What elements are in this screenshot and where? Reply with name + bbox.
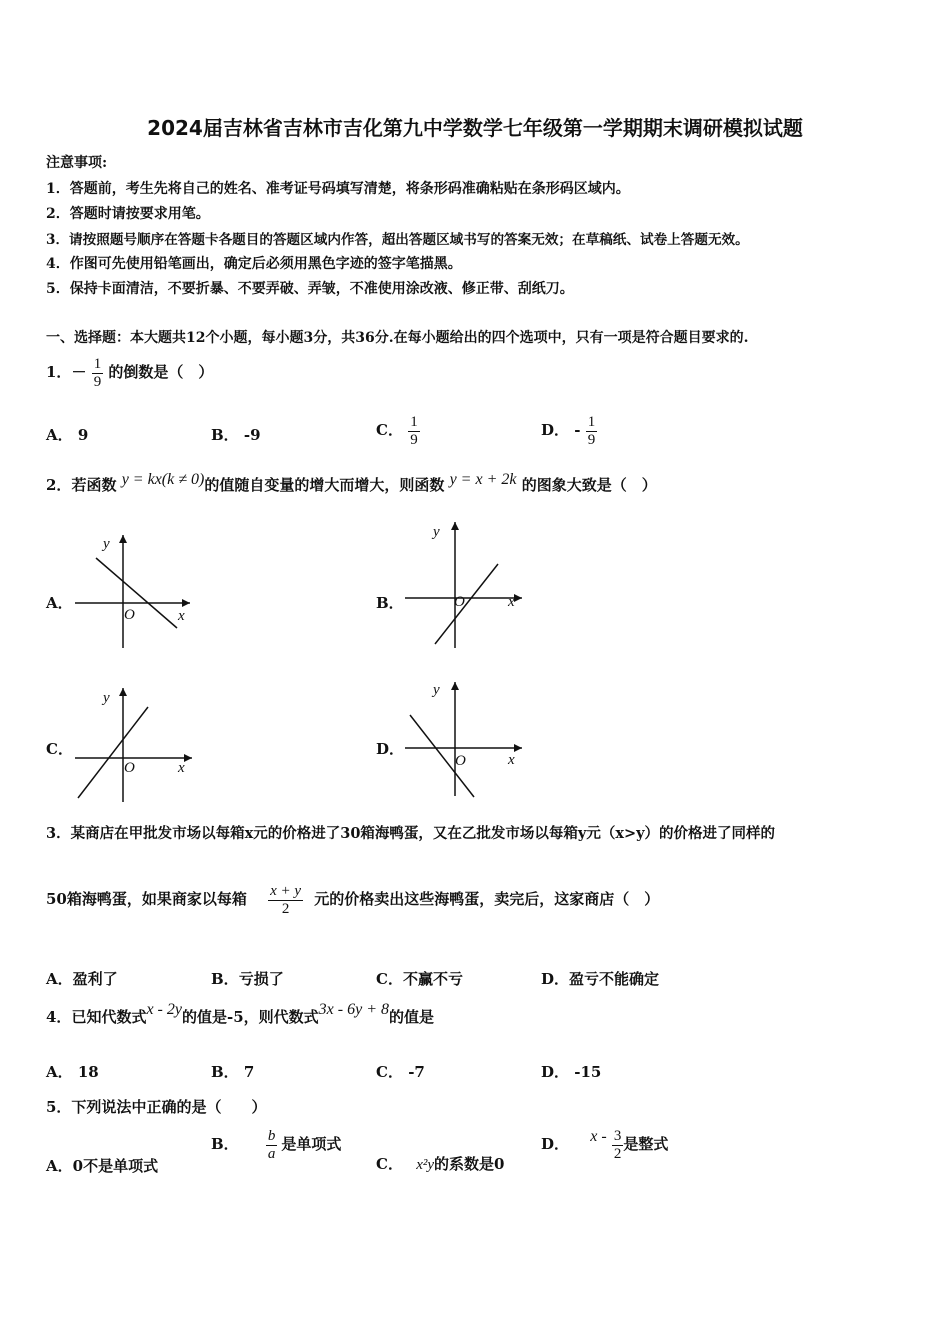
option-c: C．不赢不亏	[376, 970, 463, 988]
x-axis-label: x	[508, 752, 515, 768]
graph-a	[70, 530, 200, 650]
question-1	[46, 356, 213, 390]
option-a: A．0不是单项式	[46, 1157, 159, 1175]
option-d: D． - $\frac{1}{9}$	[541, 414, 596, 448]
function-line	[435, 564, 498, 644]
option-d: D．	[376, 740, 405, 758]
question-2: 2．若函数 y = kx(k ≠ 0)的值随自变量的增大而增大，则函数 y = x + 2k 的图象大致是（ ）	[46, 471, 657, 494]
section-heading: 一、选择题：本大题共12个小题，每小题3分，共36分.在每小题给出的四个选项中，只有一项是符合题目要求的.	[46, 330, 749, 346]
expression: x²y	[416, 1157, 434, 1173]
option-a: A． 9	[46, 426, 89, 444]
option-b: B． 7	[211, 1063, 255, 1081]
function-line	[78, 707, 148, 798]
graph-b	[400, 520, 530, 650]
question-4: 4．已知代数式x - 2y的值是-5，则代数式3x - 6y + 8的值是	[46, 1001, 434, 1026]
option-d: D． x - $\frac{3}{2}$ 是整式	[541, 1128, 669, 1162]
option-c: C． -7	[376, 1063, 425, 1081]
y-axis-label: y	[433, 682, 440, 698]
page-title: 2024届吉林省吉林市吉化第九中学数学七年级第一学期期末调研模拟试题	[147, 116, 803, 140]
option-b: B．	[376, 594, 404, 612]
option-a: A．盈利了	[46, 970, 118, 988]
option-d: D．盈亏不能确定	[541, 970, 660, 988]
notice-item: 2．答题时请按要求用笔。	[46, 206, 210, 222]
option-a: A． 18	[46, 1063, 99, 1081]
notice-item: 1．答题前，考生先将自己的姓名、准考证号码填写清楚，将条形码准确粘贴在条形码区域内。	[46, 181, 630, 197]
notice-heading: 注意事项:	[46, 155, 108, 171]
y-axis-label: y	[103, 690, 110, 706]
x-axis-label: x	[508, 594, 515, 610]
notice-item: 3．请按照题号顺序在答题卡各题目的答题区域内作答，超出答题区域书写的答案无效；在草稿纸、试卷上答题无效。	[46, 232, 749, 248]
expression: x - 2y	[146, 1001, 182, 1018]
expression: x -	[590, 1128, 607, 1145]
fraction: $\frac{1}{9}$	[410, 414, 418, 448]
question-5: 5．下列说法中正确的是（ ）	[46, 1098, 267, 1116]
notice-item: 5．保持卡面清洁，不要折暴、不要弄破、弄皱，不准使用涂改液、修正带、刮纸刀。	[46, 281, 574, 297]
function-expression: y = x + 2k	[449, 471, 517, 488]
option-b: B． $\frac{b}{a}$ 是单项式	[211, 1128, 342, 1162]
fraction: $\frac{3}{2}$	[613, 1128, 622, 1162]
question-number: 1．	[46, 363, 72, 381]
graph-c	[70, 685, 200, 805]
option-c: C． $\frac{1}{9}$	[376, 414, 418, 448]
expression: 3x - 6y + 8	[318, 1001, 389, 1018]
origin-label: O	[455, 753, 466, 769]
x-axis-label: x	[178, 608, 185, 624]
x-axis-label: x	[178, 760, 185, 776]
function-line	[96, 558, 177, 628]
option-b: B．亏损了	[211, 970, 284, 988]
question-3-line2: 50箱海鸭蛋，如果商家以每箱 $\frac{x + y}{2}$ 元的价格卖出这些海鸭蛋，卖完后，这家商店（ ）	[46, 883, 660, 917]
notice-item: 4．作图可先使用铅笔画出，确定后必须用黑色字迹的签字笔描黑。	[46, 256, 462, 272]
y-axis-label: y	[103, 536, 110, 552]
fraction: $\frac{b}{a}$	[267, 1128, 276, 1162]
question-3-line1: 3．某商店在甲批发市场以每箱x元的价格进了30箱海鸭蛋，又在乙批发市场以每箱y元（x>y）的价格进了同样的	[46, 825, 776, 842]
question-number: 2．	[46, 476, 72, 494]
fraction: $\frac{x + y}{2}$	[270, 883, 302, 917]
function-expression: y = kx(k ≠ 0)	[121, 471, 205, 488]
origin-label: O	[454, 594, 465, 610]
minus-sign: －	[71, 363, 87, 381]
option-a: A．	[46, 594, 73, 612]
question-text: 的倒数是（ ）	[108, 363, 214, 381]
graph-d	[400, 680, 530, 800]
option-c: C． x²y的系数是0	[376, 1155, 505, 1173]
origin-label: O	[124, 760, 135, 776]
fraction: $\frac{1}{9}$	[93, 356, 102, 390]
origin-label: O	[124, 607, 135, 623]
option-c: C．	[46, 740, 73, 758]
y-axis-label: y	[433, 524, 440, 540]
option-b: B． -9	[211, 426, 261, 444]
fraction: $\frac{1}{9}$	[587, 414, 596, 448]
option-d: D． -15	[541, 1063, 602, 1081]
